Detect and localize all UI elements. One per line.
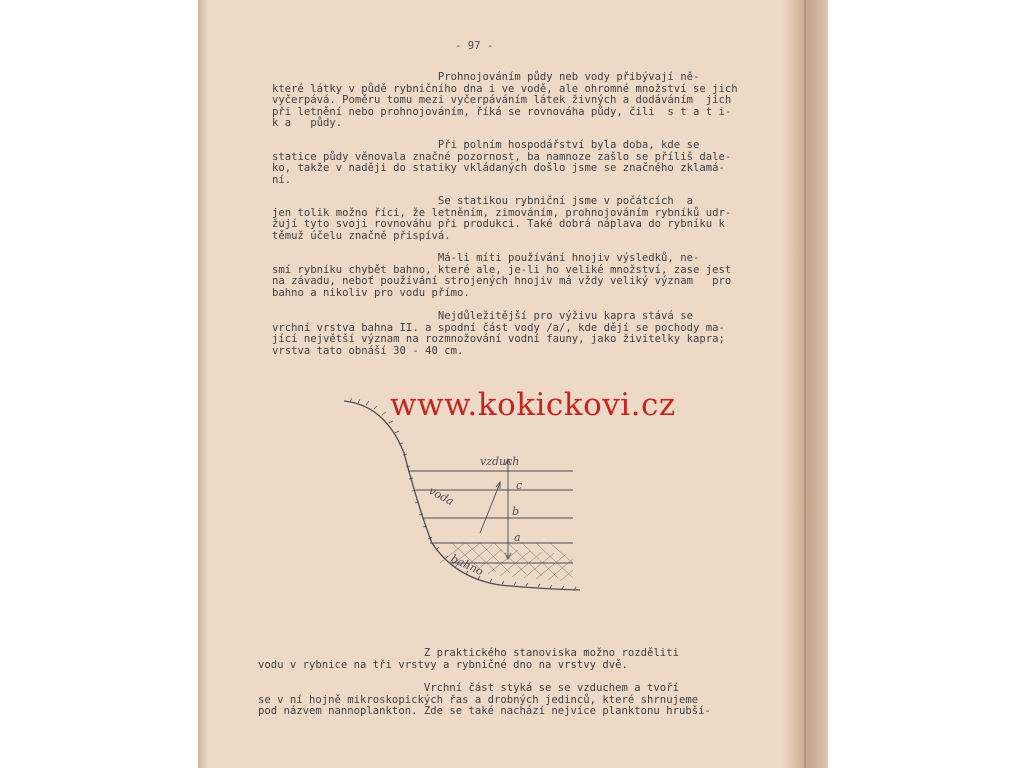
paragraph-7: Vrchní část styká se se vzduchem a tvoří se v ní hojně mikroskopických řas a drobných jedinců, které shrnujeme pod názvem nannoplankton. Zde se také nachází nejvíce planktonu hrubší- (258, 682, 711, 717)
paragraph-2: Při polním hospodářství byla doba, kde se statice půdy věnovala značné pozornost, ba namnoze zašlo se příliš dale- ko, takže v naději do statiky vkládaných došlo jsme se značného zklamá- ní. (272, 139, 732, 186)
label-layer-a: a (514, 531, 521, 544)
book-spine-line (804, 0, 806, 768)
paragraph-5: Nejdůležitější pro výživu kapra stává se vrchní vrstva bahna II. a spodní část vody /a/, kde dějí se pochody ma- jící největší význam na rozmnožování vodní fauny, jako živitelky kapra; vrstva tato obnáší 30 - 40 cm. (272, 310, 725, 357)
pond-cross-section-diagram (340, 393, 585, 608)
label-water: voda (426, 484, 457, 509)
paragraph-4: Má-li míti používání hnojiv výsledků, ne- smí rybníku chybět bahno, které ale, je-li ho veliké množství, zase jest na závadu, neboť používání strojených hnojiv má vždy veliký význam pro bahno a nikoliv pro vodu přímo. (272, 252, 732, 299)
paragraph-6: Z praktického stanoviska možno rozděliti vodu v rybnice na tři vrstvy a rybničné dno na vrstvy dvě. (258, 647, 679, 671)
page-left-edge (198, 0, 208, 768)
watermark-url: www.kokickovi.cz (390, 387, 676, 423)
diagonal-arrow (480, 483, 500, 533)
label-air: vzduch (480, 455, 520, 468)
paragraph-3: Se statikou rybniční jsme v počátcích a jen tolik možno říci, že letněním, zimováním, prohnojováním rybníků udr- žují tyto svoji rovnováhu při produkci. Také dobrá náplava do rybníku k těmuž účelu značně přispívá. (272, 195, 732, 242)
label-layer-c: c (516, 479, 523, 492)
label-layer-b: b (512, 505, 520, 518)
label-mud: bahno (448, 551, 486, 579)
paragraph-1: Prohnojováním půdy neb vody přibývají ně- které látky v půdě rybničního dna i ve vodě, ale ohromné množství se jich vyčerpává. Poměru tomu mezi vyčerpáváním látek živných a dodáváním jich při letnění nebo prohnojováním, říká se rovnováha půdy, čili s t a t i- k a půdy. (272, 71, 738, 129)
page-number: - 97 - (455, 40, 494, 52)
